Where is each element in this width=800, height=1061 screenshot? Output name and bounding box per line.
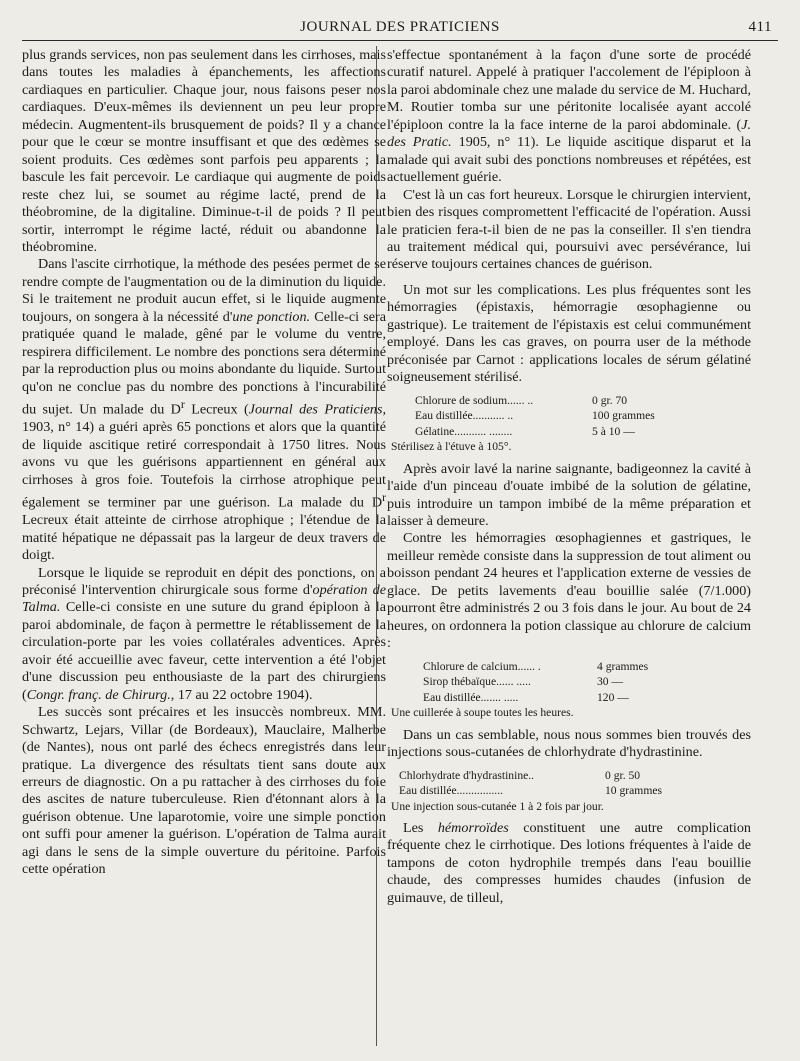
paragraph [22,256,386,564]
italic-span: hémorroïdes [437,820,509,836]
paragraph [387,187,751,274]
text-span: Contre les hémorragies œsophagiennes et gastriques, le meilleur remède consiste dans la suppression de tout aliment ou boisson pendant 24 heures et l'application externe de vessies de glace. De petits lavements d'eau bouillie salée (7/1.000) pourront être administrés 2 ou 3 fois dans le jour. Au bout de 24 heures, on ordonnera la potion classique au chlorure de calcium : [387,530,751,652]
text-span: Lorsque le liquide se reproduit en dépit des ponctions, on a préconisé l'intervention chirurgicale sous forme d' [22,564,386,599]
recipe-row [387,408,751,424]
recipe-row [387,393,751,409]
recipe-ingredient: Sirop thébaïque...... ..... [423,675,531,689]
paragraph [22,565,386,705]
text-span: 1905, n° 11). Le liquide ascitique disparut et la malade qui avait subi des ponctions nombreuses et répétées, est actuellement guérie. [387,134,752,186]
text-span: Après avoir lavé la narine saignante, badigeonnez la cavité à l'aide d'un pinceau d'ouate imbibé de la solution de gélatine, puis introduire un tampon imbibé de la même préparation et laisser à demeure. [387,460,751,529]
superscript: r [180,397,185,412]
recipe-row [387,768,751,784]
text-span: Les succès sont précaires et les insuccès nombreux. MM. Schwartz, Lejars, Villar (de Bordeaux), Mauclaire, Malherbe (de Nantes), nous ont parlé des échecs enregistrés dans leur pratique. La divergence des résultats tient sans doute aux erreurs de diagnostic. On a pu rattacher à des cirrhoses du foie des ascites de nature tuberculeuse. Rien d'étonnant alors à la guérison obtenue. Une laparotomie, voire une simple ponction ont suffi pour amener la guérison. L'opération de Talma aurait agi dans le sens de la simple ouverture du péritoine. Parfois cette opération [22,704,386,878]
recipe-hydrastinine [387,768,751,815]
text-span: Celle-ci sera pratiquée quand le malade, gêné par le volume du ventre, respirera difficilement. Le nombre des ponctions sera déterminé par la reproduction plus ou moins abondante du liquide. Surtout qu'on ne conclue pas du nombre des ponctions à l'incurabilité du sujet. Un malade du D [22,308,387,418]
recipe-ingredient: Eau distillée....... ..... [423,690,519,704]
recipe-row [387,659,751,675]
italic-span: J. des Pratic. [387,116,751,151]
paragraph [387,727,751,762]
page-header [22,16,778,41]
recipe-quantity: 30 — [597,675,624,689]
italic-span: Journal des Praticiens, [248,401,386,418]
recipe-ingredient: Eau distillée................ [399,784,504,797]
text-span: Un mot sur les complications. Les plus fréquentes sont les hémorragies (épistaxis, hémorragie œsophagienne ou gastrique). Le traitement de l'épistaxis est celui communément employé. Dans les cas graves, on pourra user de la méthode préconisée par Carnot : applications locales de sérum gélatiné soigneusement stérilisé. [387,281,751,386]
text-span: Dans un cas semblable, nous nous sommes bien trouvés des injections sous-cutanées de chlorhydrate d'hydrastinine. [387,726,751,761]
right-column [387,47,751,907]
recipe-ingredient: Gélatine........... ........ [415,424,513,438]
text-span: Celle-ci consiste en une suture du grand épiploon à la paroi abdominale, de façon à permettre le rétablissement de la circulation-porte par les voies collatérales adventices. Après avoir été accueillie avec faveur, cette intervention a été l'objet d'une discussion peu enthousiaste de la part des chirurgiens ( [22,599,386,703]
text-span: Lecreux était atteinte de cirrhose atrophique ; l'étendue de la matité hépatique ne dépassait pas la largeur de deux travers de doigt. [22,512,386,564]
recipe-note: Stérilisez à l'étuve à 105°. [391,440,512,454]
recipe-row [387,690,751,706]
paragraph [387,461,751,531]
recipe-ingredient: Chlorhydrate d'hydrastinine.. [399,768,535,782]
recipe-note: Une cuillerée à soupe toutes les heures. [391,706,574,720]
recipe-row [387,674,751,690]
paragraph [387,282,751,387]
italic-span: Congr. franç. de Chirurg., [26,686,175,703]
recipe-ingredient: Chlorure de sodium...... .. [415,393,534,407]
recipe-gelatin [387,393,751,455]
text-span: Les [403,820,438,836]
journal-title: JOURNAL DES PRATICIENS [300,19,500,35]
recipe-calcium-chloride [387,659,751,721]
text-span: plus grands services, non pas seulement dans les cirrhoses, mais dans toutes les maladies à épanchements, les affections cardiaques en particulier. Chaque jour, nous faisons peser nos cardiaques. D'eux-mêmes ils deviennent un peu leur propre médecin. Augmentent-ils brusquement de poids? Il y a chance pour que le cœur se montre insuffisant et que des œdèmes se soient produits. Ces œdèmes sont parfois peu apparents ; la bascule les fait percevoir. Le cardiaque qui augmente de poids reste chez lui, se soumet au régime lacté, prend de la théobromine, de la digitaline. Diminue-t-il de poids ? Il peut sortir, interrompt le régime lacté, réduit ou abandonne la théobromine. [22,47,386,255]
recipe-ingredient: Chlorure de calcium...... . [423,659,541,673]
paragraph [387,530,751,652]
paragraph [22,47,386,256]
text-span: Dans l'ascite cirrhotique, la méthode des pesées permet de se rendre compte de l'augmentation ou de la diminution du liquide. Si le traitement ne produit aucun effet, si le liquide augmente toujours, on songera à la nécessité d' [22,256,386,325]
page-number: 411 [748,19,772,35]
recipe-quantity: 4 grammes [597,659,649,673]
text-span: s'effectue spontanément à la façon d'une sorte de procédé curatif naturel. Appelé à pratiquer l'accolement de l'épiploon à la paroi abdominale chez une malade du service de M. Huchard, M. Routier tomba sur une péritonite localisée ayant accolé l'épiploon contre la la face interne de la paroi abdominale. ( [387,47,751,133]
recipe-quantity: 0 gr. 70 [592,393,628,407]
text-span: Lecreux ( [184,401,249,418]
recipe-ingredient: Eau distillée........... .. [415,409,514,423]
text-span: C'est là un cas fort heureux. Lorsque le chirurgien intervient, bien des risques compromettent l'efficacité de l'opération. Aussi le praticien fera-t-il bien de ne pas la conseiller. Il s'en tiendra au traitement médical qui, poursuivi avec persévérance, lui réserve toujours certaines chances de guérison. [387,186,751,273]
recipe-row [387,424,751,440]
paragraph [22,704,386,879]
recipe-quantity: 120 — [597,690,629,704]
recipe-row [387,783,751,799]
italic-span: une ponction. [232,308,311,325]
text-span: constituent une autre complication fréquente chez le cirrhotique. Des lotions fréquentes à l'aide de tampons de coton hydrophile trempés dans l'eau bouillie chaude, des compresses humides chaudes (infusion de guimauve, de tilleul, [387,820,751,906]
recipe-quantity: 10 grammes [605,784,662,797]
recipe-quantity: 0 gr. 50 [605,768,641,782]
italic-span: opération de Talma. [22,582,386,616]
paragraph [387,47,751,187]
recipe-quantity: 5 à 10 — [592,424,635,438]
text-span: 17 au 22 octobre 1904). [174,686,313,703]
recipe-note: Une injection sous-cutanée 1 à 2 fois par jour. [391,799,604,813]
paragraph [387,820,751,907]
left-column [22,47,386,879]
recipe-quantity: 100 grammes [592,409,655,423]
superscript: r [382,490,386,505]
text-span: 1903, n° 14) a guéri après 65 ponctions et alors que la quantité de liquide ascitique retiré correspondait à 1750 litres. Nous avons vu que les guérisons appartiennent en général aux cirrhoses à gros foie. Toutefois la cirrhose atrophique peut également se terminer par une guérison. La malade du D [22,419,386,511]
